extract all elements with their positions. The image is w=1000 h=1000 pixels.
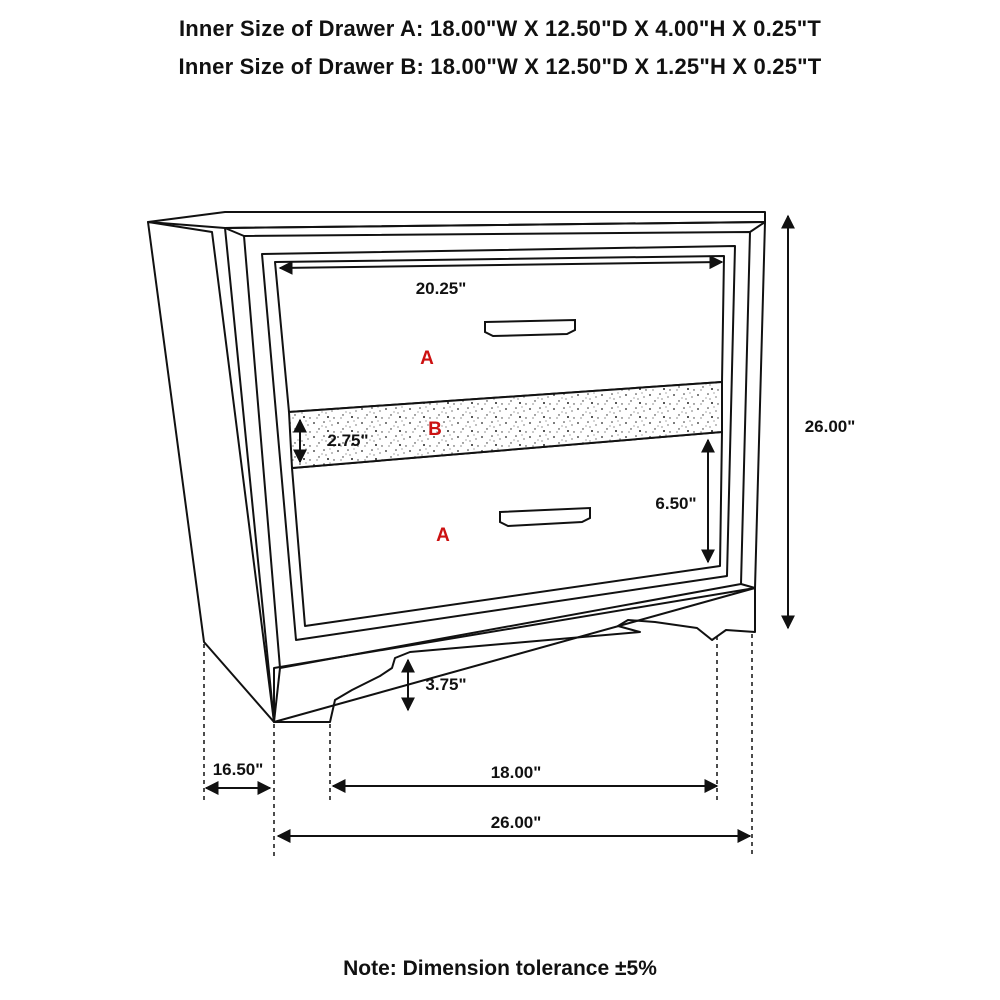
overall-width-label: 26.00" <box>490 813 542 832</box>
inner-width-label: 18.00" <box>490 763 542 782</box>
drawer-b-speckled-front <box>289 382 722 468</box>
height-label: 26.00" <box>804 417 856 436</box>
drawer-a-height-label: 6.50" <box>655 494 697 513</box>
depth-label: 16.50" <box>212 760 264 779</box>
tolerance-note: Note: Dimension tolerance ±5% <box>343 957 657 980</box>
front-frame-outer <box>225 222 765 722</box>
top-width-label: 20.25" <box>415 279 467 298</box>
drawer-b-inner-size: Inner Size of Drawer B: 18.00"W X 12.50"D X 1.25"H X 0.25"T <box>178 54 822 79</box>
base-height-label: 3.75" <box>425 675 467 694</box>
drawer-b-height-label: 2.75" <box>327 431 369 450</box>
drawer-label-a-bottom: A <box>436 525 450 546</box>
drawer-handle-top <box>485 320 575 336</box>
drawer-label-a-top: A <box>420 348 434 369</box>
side-panel <box>148 222 274 722</box>
drawer-handle-bottom <box>500 508 590 526</box>
drawer-label-b: B <box>428 419 442 440</box>
top-width-dim-line <box>280 262 722 268</box>
drawer-a-inner-size: Inner Size of Drawer A: 18.00"W X 12.50"D X 4.00"H X 0.25"T <box>178 16 822 41</box>
